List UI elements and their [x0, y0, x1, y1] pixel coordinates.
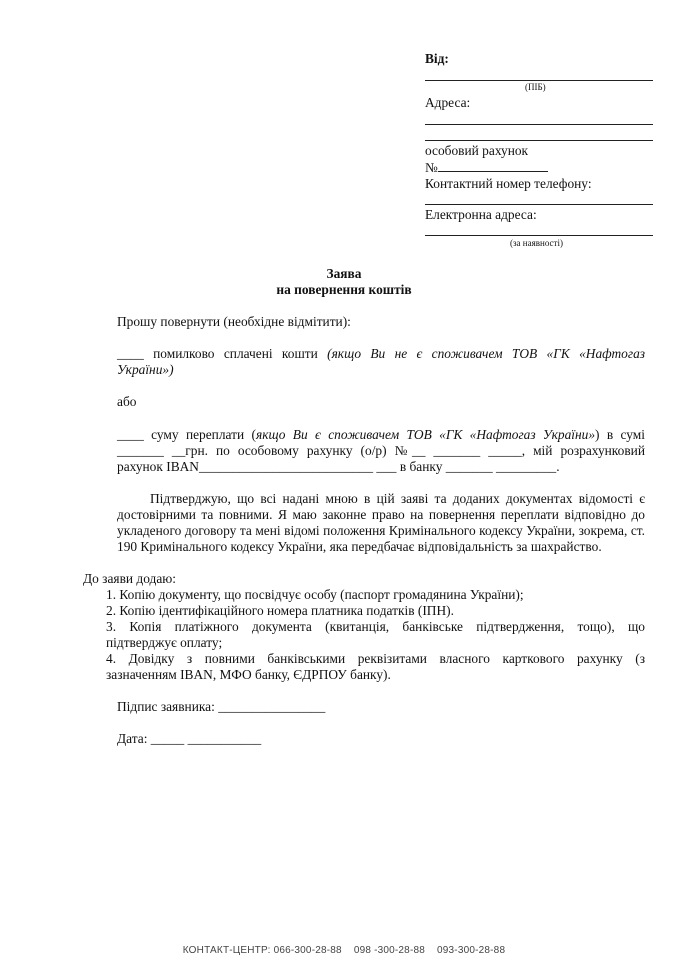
if-available-caption: (за наявності) — [510, 238, 563, 248]
option1-blank: ____ — [117, 346, 144, 361]
option1-line — [117, 346, 645, 362]
confirm-line-2: достовірними та повними. Я маю законне право на повернення переплати відповідно до — [117, 507, 645, 522]
option1-note: (якщо Ви не є споживачем ТОВ «ГК «Нафтогаз — [327, 346, 645, 361]
address-line-2 — [425, 140, 653, 141]
footer-contacts — [0, 945, 688, 956]
option2-line-3: рахунок IBAN__________________________ ___ в банку _______ _________. — [117, 459, 560, 474]
address-line-1 — [425, 124, 653, 125]
attachments-intro: До заяви додаю: — [83, 571, 177, 586]
attachment-item-3: 3. Копія платіжного документа (квитанція, банківське підтвердження, тощо), що — [106, 619, 645, 634]
date-field: Дата: _____ ___________ — [117, 731, 262, 746]
option2-line-2: _______ __грн. по особовому рахунку (о/р) №__ _______ _____, мій розрахунковий — [117, 443, 645, 458]
attachment-item-4: 4. Довідку з повними банківськими реквізитами власного карткового рахунку (з — [106, 651, 645, 666]
contact-phone-2: 098 -300-28-88 — [353, 945, 425, 956]
address-label: Адреса: — [425, 95, 471, 110]
or-label: або — [117, 394, 137, 409]
attachment-item-2: 2. Копію ідентифікаційного номера платника податків (ІПН). — [106, 603, 454, 618]
email-line — [425, 235, 653, 236]
confirm-line-3: укладеного договору та мені відомі положення Кримінального кодексу України, зокрема, ст. — [117, 523, 645, 538]
title-line-1: Заява — [326, 266, 362, 281]
pib-line — [425, 80, 653, 81]
attachment-item-4-cont: зазначенням IBAN, МФО банку, ЄДРПОУ банку). — [106, 667, 391, 682]
signature-field: Підпис заявника: ________________ — [117, 699, 326, 714]
title-line-2: на повернення коштів — [276, 282, 412, 297]
email-label: Електронна адреса: — [425, 207, 537, 222]
account-number-field — [425, 159, 548, 176]
from-label: Від: — [425, 51, 449, 66]
contact-phone-3: 093-300-28-88 — [437, 945, 506, 956]
option1-note-cont: України») — [117, 362, 174, 377]
confirm-line-4: 190 Кримінального кодексу України, яка передбачає відповідальність за шахрайство. — [117, 539, 602, 554]
confirm-line-1: Підтверджую, що всі надані мною в цій заяві та доданих документах відомості є — [150, 491, 645, 506]
option2-note: якщо Ви є споживачем ТОВ «ГК «Нафтогаз України» — [255, 427, 596, 442]
attachment-item-1: 1. Копію документу, що посвідчує особу (паспорт громадянина України); — [106, 587, 524, 602]
pib-caption: (ПІБ) — [525, 82, 546, 92]
attachment-item-3-cont: підтверджує оплату; — [106, 635, 223, 650]
phone-line — [425, 204, 653, 205]
phone-label: Контактний номер телефону: — [425, 176, 592, 191]
contact-center-phone: КОНТАКТ-ЦЕНТР: 066-300-28-88 — [182, 945, 342, 956]
personal-account-label: особовий рахунок — [425, 143, 529, 158]
option1-text: помилково сплачені кошти — [153, 346, 318, 361]
request-intro: Прошу повернути (необхідне відмітити): — [117, 314, 351, 329]
account-number-line — [438, 159, 548, 172]
number-prefix: № — [425, 160, 438, 175]
option2-line-1: ____ суму переплати (якщо Ви є споживачем ТОВ «ГК «Нафтогаз України») в сумі — [117, 427, 645, 442]
